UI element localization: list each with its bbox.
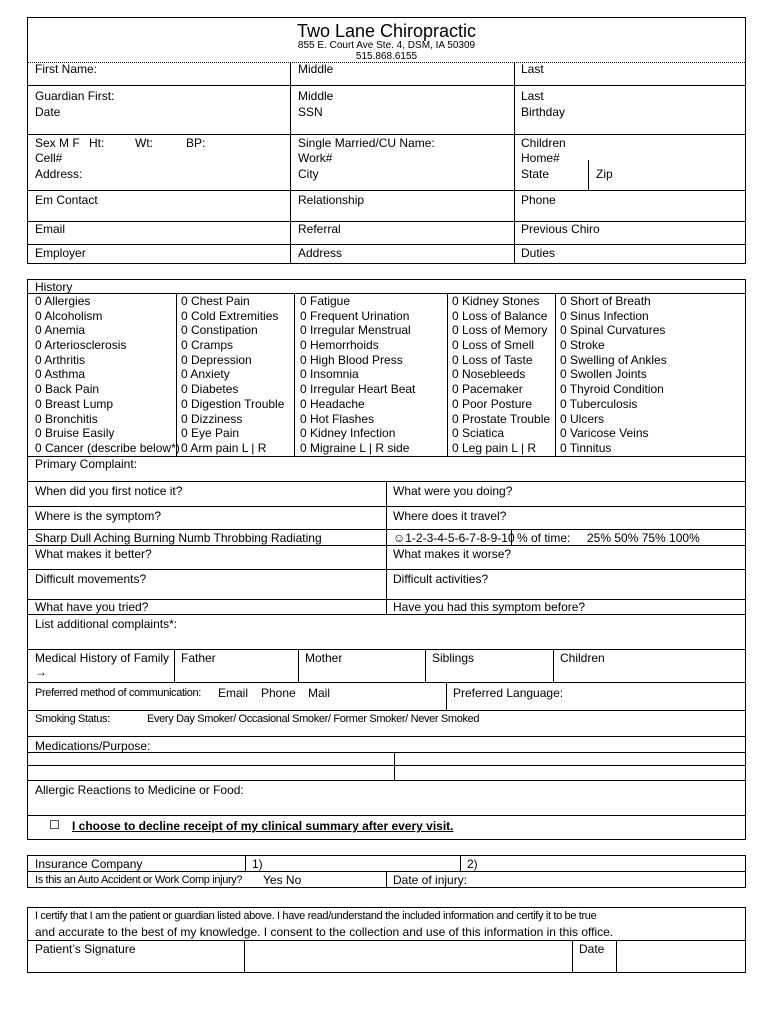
history-item[interactable]: 0 Cancer (describe below*) <box>35 440 180 455</box>
history-item[interactable]: 0 Nosebleeds <box>452 367 526 382</box>
history-item[interactable]: 0 Prostate Trouble <box>452 411 551 426</box>
history-item[interactable]: 0 Allergies <box>35 294 91 308</box>
clinic-name: Two Lane Chiropractic <box>296 21 477 41</box>
signature-date-label: Date <box>579 942 605 956</box>
clinic-phone: 515.868.6155 <box>355 51 418 62</box>
accident-yes-no-options[interactable]: Yes No <box>263 873 302 887</box>
history-item[interactable]: 0 Eye Pain <box>181 426 240 441</box>
history-item[interactable]: 0 Depression <box>181 352 252 367</box>
signature-date-field[interactable] <box>617 941 745 972</box>
family-father-field[interactable]: Father <box>181 651 216 665</box>
history-item[interactable]: 0 Kidney Infection <box>300 426 396 441</box>
history-item[interactable]: 0 Cramps <box>181 338 234 353</box>
history-item[interactable]: 0 Migraine L | R side <box>300 440 410 455</box>
date-of-injury-field[interactable]: Date of injury: <box>393 873 468 887</box>
employer-address-field[interactable]: Address <box>298 246 343 260</box>
communication-phone-option[interactable]: Phone <box>261 686 296 700</box>
blood-pressure-field[interactable]: BP: <box>186 136 206 150</box>
history-item[interactable]: 0 Constipation <box>181 323 258 338</box>
history-item[interactable]: 0 Kidney Stones <box>452 294 540 308</box>
difficult-movements-field[interactable]: Difficult movements? <box>35 572 147 586</box>
history-item[interactable]: 0 Frequent Urination <box>300 308 410 323</box>
history-item[interactable]: 0 Hot Flashes <box>300 411 375 426</box>
history-item[interactable]: 0 Asthma <box>35 367 86 382</box>
what-better-field[interactable]: What makes it better? <box>35 547 152 561</box>
family-mother-field[interactable]: Mother <box>305 651 343 665</box>
patient-signature-label: Patient’s Signature <box>35 942 136 956</box>
family-siblings-field[interactable]: Siblings <box>432 651 475 665</box>
difficult-activities-field[interactable]: Difficult activities? <box>393 572 489 586</box>
history-item[interactable]: 0 Bruise Easily <box>35 426 115 441</box>
history-item[interactable]: 0 Cold Extremities <box>181 308 279 323</box>
history-item[interactable]: 0 Tinnitus <box>560 440 612 455</box>
height-field[interactable]: Ht: <box>89 136 105 150</box>
history-label: History <box>35 280 73 294</box>
family-history-label: Medical History of Family <box>35 651 170 665</box>
history-item[interactable]: 0 Irregular Menstrual <box>300 323 411 338</box>
history-item[interactable]: 0 Bronchitis <box>35 411 98 426</box>
history-item[interactable]: 0 Loss of Memory <box>452 323 548 338</box>
history-item[interactable]: 0 Thyroid Condition <box>560 382 664 397</box>
birthday-field[interactable]: Birthday <box>521 105 566 119</box>
children-field[interactable]: Children <box>521 136 566 150</box>
insurance-company-label: Insurance Company <box>35 857 143 871</box>
allergic-reactions-field[interactable]: Allergic Reactions to Medicine or Food: <box>35 783 244 797</box>
employer-field[interactable]: Employer <box>35 246 86 260</box>
history-column-1 <box>35 294 180 456</box>
first-notice-field[interactable]: When did you first notice it? <box>35 484 183 498</box>
guardian-first-field[interactable]: Guardian First: <box>35 89 115 103</box>
emergency-contact-field[interactable]: Em Contact <box>35 193 98 207</box>
last-name-field[interactable]: Last <box>521 62 544 76</box>
smoking-status-options[interactable]: Every Day Smoker/ Occasional Smoker/ Former Smoker/ Never Smoked <box>147 713 480 725</box>
city-field[interactable]: City <box>298 167 319 181</box>
history-item[interactable]: 0 Loss of Balance <box>452 308 548 323</box>
history-item[interactable]: 0 Tuberculosis <box>560 396 638 411</box>
insurance-1-field[interactable]: 1) <box>252 857 263 871</box>
accident-question-label: Is this an Auto Accident or Work Comp injury? <box>35 874 243 886</box>
history-column-2 <box>181 294 284 456</box>
home-phone-field[interactable]: Home# <box>521 151 560 165</box>
guardian-middle-field[interactable]: Middle <box>298 89 334 103</box>
history-item[interactable]: 0 Alcoholism <box>35 308 103 323</box>
history-item[interactable]: 0 Back Pain <box>35 382 100 397</box>
emergency-phone-field[interactable]: Phone <box>521 193 556 207</box>
zip-field[interactable]: Zip <box>596 167 613 181</box>
decline-summary-checkbox[interactable] <box>50 820 59 829</box>
guardian-last-field[interactable]: Last <box>521 89 544 103</box>
first-name-field[interactable]: First Name: <box>35 62 98 76</box>
history-item[interactable]: 0 Dizziness <box>181 411 243 426</box>
sex-field[interactable]: Sex M F <box>35 136 80 150</box>
date-field[interactable]: Date <box>35 105 61 119</box>
history-item[interactable]: 0 Insomnia <box>300 367 359 382</box>
referral-field[interactable]: Referral <box>298 222 341 236</box>
arrow-right-icon: → <box>35 665 47 679</box>
history-item[interactable]: 0 Swollen Joints <box>560 367 647 382</box>
previous-chiro-field[interactable]: Previous Chiro <box>521 222 600 236</box>
history-item[interactable]: 0 Arthritis <box>35 352 86 367</box>
history-item[interactable]: 0 Arteriosclerosis <box>35 338 127 353</box>
history-column-5 <box>560 294 667 456</box>
insurance-2-field[interactable]: 2) <box>467 857 478 871</box>
relationship-field[interactable]: Relationship <box>298 193 365 207</box>
history-item[interactable]: 0 Loss of Smell <box>452 338 535 353</box>
history-item[interactable]: 0 Anemia <box>35 323 86 338</box>
history-item[interactable]: 0 Sciatica <box>452 426 505 441</box>
history-item[interactable]: 0 Fatigue <box>300 294 351 308</box>
time-percent-options[interactable]: 25% 50% 75% 100% <box>587 531 700 545</box>
marital-status-field[interactable]: Single Married/CU Name: <box>298 136 435 150</box>
weight-field[interactable]: Wt: <box>135 136 153 150</box>
history-item[interactable]: 0 Chest Pain <box>181 294 250 308</box>
history-item[interactable]: 0 Short of Breath <box>560 294 651 308</box>
certify-text-line-1: I certify that I am the patient or guardian listed above. I have read/understand the included information and certify it to be true <box>35 910 597 922</box>
history-item[interactable]: 0 Irregular Heart Beat <box>300 382 416 397</box>
time-percent-label: % of time: <box>517 531 571 545</box>
what-doing-field[interactable]: What were you doing? <box>393 484 513 498</box>
history-item[interactable]: 0 Ulcers <box>560 411 605 426</box>
history-item[interactable]: 0 Stroke <box>560 338 605 353</box>
history-item[interactable]: 0 Swelling of Ankles <box>560 352 667 367</box>
pain-scale-options[interactable]: ☺1-2-3-4-5-6-7-8-9-10 <box>393 531 515 545</box>
communication-mail-option[interactable]: Mail <box>308 686 331 700</box>
history-item[interactable]: 0 Arm pain L | R <box>181 440 267 455</box>
history-item[interactable]: 0 Digestion Trouble <box>181 396 285 411</box>
history-item[interactable]: 0 Poor Posture <box>452 396 533 411</box>
what-tried-field[interactable]: What have you tried? <box>35 600 149 614</box>
had-before-field[interactable]: Have you had this symptom before? <box>393 600 586 614</box>
decline-summary-label: I choose to decline receipt of my clinical summary after every visit. <box>72 819 454 833</box>
primary-complaint-field[interactable]: Primary Complaint: <box>35 457 138 471</box>
work-phone-field[interactable]: Work# <box>298 151 333 165</box>
communication-email-option[interactable]: Email <box>218 686 249 700</box>
medications-label: Medications/Purpose: <box>35 739 151 753</box>
what-worse-field[interactable]: What makes it worse? <box>393 547 512 561</box>
additional-complaints-field[interactable]: List additional complaints*: <box>35 617 178 631</box>
history-item[interactable]: 0 Pacemaker <box>452 382 523 397</box>
history-item[interactable]: 0 Diabetes <box>181 382 239 397</box>
history-column-4 <box>452 294 550 456</box>
history-column-3 <box>300 294 415 456</box>
where-travel-field[interactable]: Where does it travel? <box>393 509 507 523</box>
state-field[interactable]: State <box>521 167 550 181</box>
certify-text-line-2: and accurate to the best of my knowledge. I consent to the collection and use of this information in this office. <box>35 925 614 939</box>
pain-type-options[interactable]: Sharp Dull Aching Burning Numb Throbbing Radiating <box>35 531 322 545</box>
history-item[interactable]: 0 Loss of Taste <box>452 352 533 367</box>
ssn-field[interactable]: SSN <box>298 105 323 119</box>
history-item[interactable]: 0 Varicose Veins <box>560 426 649 441</box>
communication-label: Preferred method of communication: <box>35 687 202 699</box>
history-item[interactable]: 0 Anxiety <box>181 367 230 382</box>
middle-name-field[interactable]: Middle <box>298 62 334 76</box>
history-item[interactable]: 0 High Blood Press <box>300 352 403 367</box>
history-item[interactable]: 0 Spinal Curvatures <box>560 323 666 338</box>
duties-field[interactable]: Duties <box>521 246 556 260</box>
where-symptom-field[interactable]: Where is the symptom? <box>35 509 162 523</box>
signature-field[interactable] <box>245 941 572 972</box>
family-children-field[interactable]: Children <box>560 651 605 665</box>
history-item[interactable]: 0 Breast Lump <box>35 396 114 411</box>
email-field[interactable]: Email <box>35 222 66 236</box>
smoking-status-label: Smoking Status: <box>35 713 110 725</box>
clinic-address: 855 E. Court Ave Ste. 4, DSM, IA 50309 <box>297 40 476 51</box>
cell-field[interactable]: Cell# <box>35 151 63 165</box>
history-item[interactable]: 0 Hemorrhoids <box>300 338 379 353</box>
history-item[interactable]: 0 Leg pain L | R <box>452 440 537 455</box>
history-item[interactable]: 0 Sinus Infection <box>560 308 649 323</box>
address-field[interactable]: Address: <box>35 167 83 181</box>
history-item[interactable]: 0 Headache <box>300 396 365 411</box>
preferred-language-field[interactable]: Preferred Language: <box>453 686 564 700</box>
